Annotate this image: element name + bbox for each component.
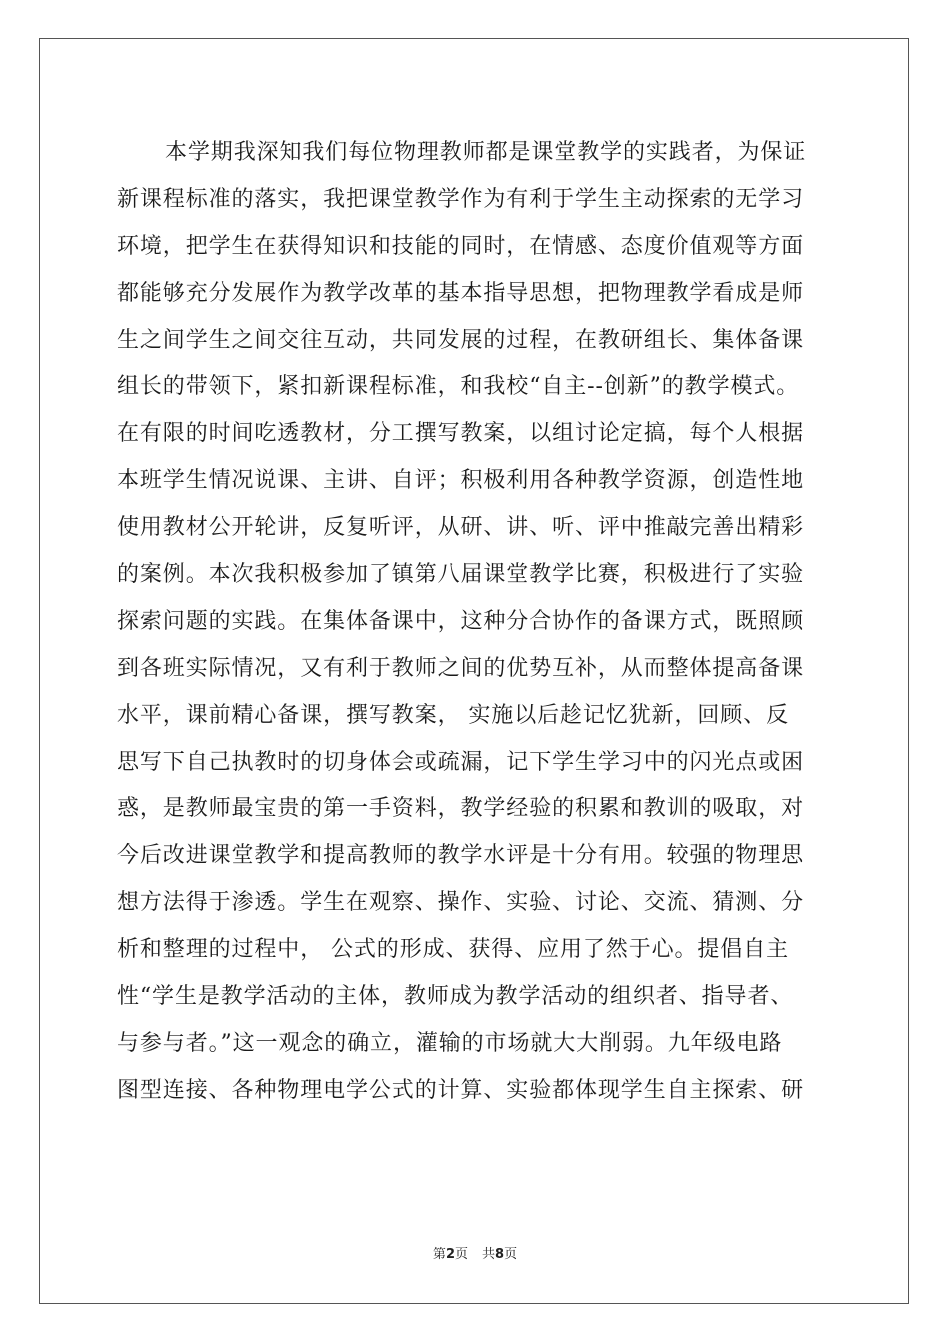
page-number: 2 [445, 1247, 455, 1262]
text-line: 环境，把学生在获得知识和技能的同时，在情感、态度价值观等方面 [117, 233, 805, 259]
text-line: 本学期我深知我们每位物理教师都是课堂教学的实践者，为保证 [165, 140, 807, 165]
text-line: 图型连接、各种物理电学公式的计算、实验都体现学生自主探索、研 [117, 1077, 805, 1103]
text-line: 探索问题的实践。在集体备课中，这种分合协作的备课方式，既照顾 [117, 608, 805, 634]
body-text [117, 130, 847, 1115]
text-line: 水平，课前精心备课，撰写教案， 实施以后趁记忆犹新，回顾、反 [117, 702, 789, 728]
text-line: 惑，是教师最宝贵的第一手资料，教学经验的积累和教训的吸取，对 [117, 796, 805, 822]
text-line: 本班学生情况说课、主讲、自评；积极利用各种教学资源，创造性地 [117, 468, 805, 494]
total-suffix: 页 [504, 1247, 518, 1262]
page-suffix: 页 [454, 1247, 468, 1262]
text-line: 性“学生是教学活动的主体，教师成为教学活动的组织者、指导者、 [117, 984, 794, 1010]
text-line: 今后改进课堂教学和提高教师的教学水评是十分有用。较强的物理思 [117, 843, 805, 869]
text-line: 的案例。本次我积极参加了镇第八届课堂教学比赛，积极进行了实验 [117, 562, 805, 588]
text-line: 生之间学生之间交往互动，共同发展的过程，在教研组长、集体备课 [117, 327, 805, 353]
text-line: 到各班实际情况，又有利于教师之间的优势互补，从而整体提高备课 [117, 655, 805, 681]
page-prefix: 第 [432, 1247, 446, 1262]
text-line: 析和整理的过程中， 公式的形成、获得、应用了然于心。提倡自主 [117, 937, 789, 963]
text-line: 在有限的时间吃透教材，分工撰写教案，以组讨论定搞，每个人根据 [117, 421, 805, 447]
total-prefix: 共 [482, 1247, 496, 1262]
text-line: 组长的带领下，紧扣新课程标准，和我校“自主--创新”的教学模式。 [117, 374, 800, 400]
text-line: 使用教材公开轮讲，反复听评，从研、讲、听、评中推敲完善出精彩 [117, 515, 805, 541]
text-line: 新课程标准的落实，我把课堂教学作为有利于学生主动探索的无学习 [117, 186, 805, 212]
total-pages: 8 [495, 1247, 505, 1262]
text-line: 思写下自己执教时的切身体会或疏漏，记下学生学习中的闪光点或困 [117, 749, 805, 775]
text-line: 想方法得于渗透。学生在观察、操作、实验、讨论、交流、猜测、分 [117, 890, 805, 916]
page-footer [0, 1245, 950, 1265]
text-line: 与参与者。”这一观念的确立，灌输的市场就大大削弱。九年级电路 [117, 1030, 783, 1056]
text-line: 都能够充分发展作为教学改革的基本指导思想，把物理教学看成是师 [117, 280, 805, 306]
